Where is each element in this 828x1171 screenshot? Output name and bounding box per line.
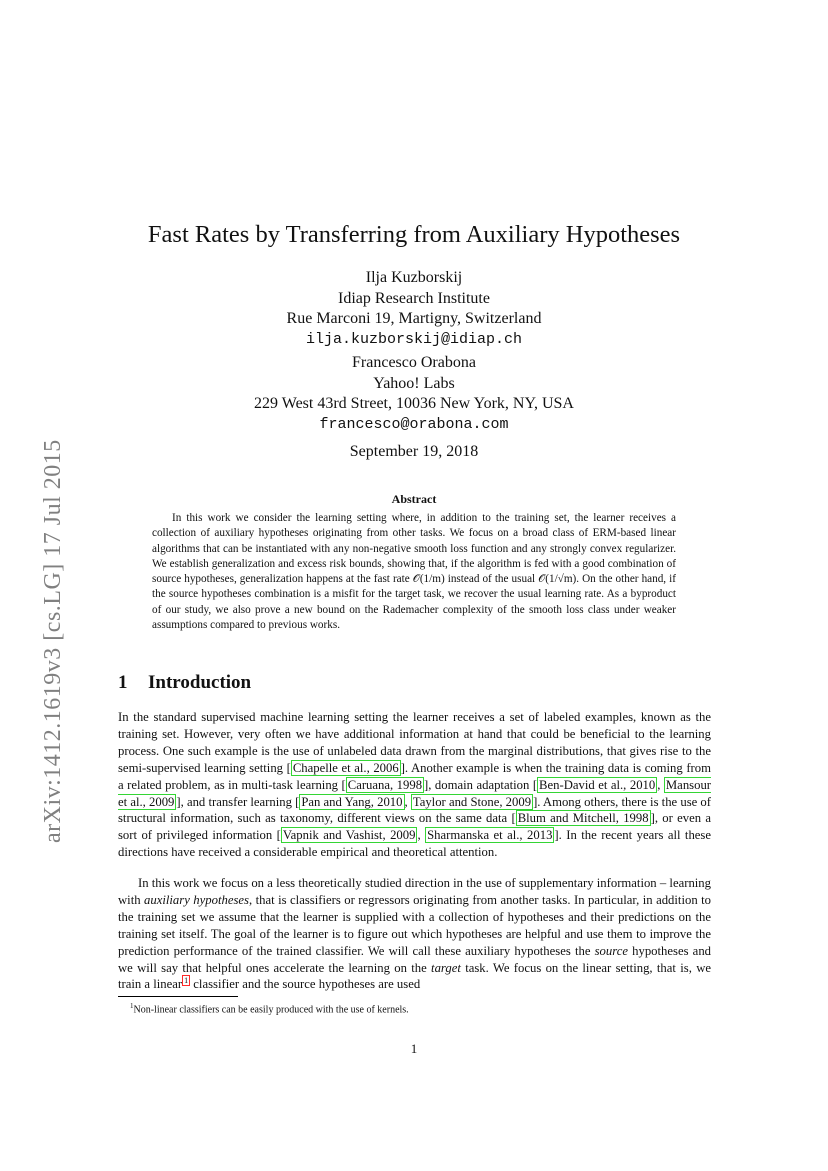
citation-link[interactable]: Vapnik and Vashist, 2009	[282, 828, 416, 843]
citation-link[interactable]: Taylor and Stone, 2009	[412, 794, 532, 809]
page-number: 1	[410, 1041, 418, 1056]
citation-link[interactable]: Ben-David et al., 2010	[539, 777, 656, 792]
text-run: ], or even a sort of privileged information [	[118, 811, 711, 843]
footnote	[130, 1002, 409, 1015]
abstract-text: In this work we consider the learning setting where, in addition to the training set, the learner receives a collection of auxiliary hypotheses originating from other tasks. We focus on a broad class of ERM-based linear algorithms that can be instantiated with any non-negative smooth loss function and any strongly convex regularizer. We establish generalization and excess risk bounds, showing that, if the algorithm is fed with a good combination of source hypotheses, generalization happens at the fast rate 𝒪(1/m) instead of the usual 𝒪(1/√m). On the other hand, if the source hypotheses combination is a misfit for the target task, we recover the usual learning rate. As a byproduct of our study, we also prove a new bound on the Rademacher complexity of the smooth loss class under weaker assumptions compared to previous works.	[152, 512, 676, 632]
emphasis-text: auxiliary hypotheses	[144, 892, 249, 907]
author-block-1	[0, 268, 828, 350]
emphasis-text: target	[431, 960, 461, 975]
author-name: Ilja Kuzborskij	[365, 269, 463, 286]
author-address: 229 West 43rd Street, 10036 New York, NY, USA	[254, 395, 574, 412]
text-run: ], domain adaptation [	[424, 777, 538, 792]
footnote-mark: 1	[130, 1002, 134, 1010]
footnote-text: Non-linear classifiers can be easily produced with the use of kernels.	[133, 1004, 409, 1016]
author-affiliation: Idiap Research Institute	[338, 289, 490, 307]
text-run: ,	[417, 828, 426, 843]
citation-link[interactable]: Caruana, 1998	[347, 777, 423, 792]
arxiv-stamp: arXiv:1412.1619v3 [cs.LG] 17 Jul 2015	[40, 439, 66, 843]
citation-link[interactable]: Pan and Yang, 2010	[301, 794, 403, 809]
text-run: ,	[657, 777, 664, 792]
footnote-divider	[118, 996, 238, 997]
section-heading	[118, 672, 251, 694]
text-run: In this work we focus on a less theoretically studied direction in the use of supplementary information – learning with	[118, 876, 711, 907]
author-address: Rue Marconi 19, Martigny, Switzerland	[286, 310, 542, 327]
abstract-heading: Abstract	[391, 492, 437, 506]
citation-link[interactable]: Sharmanska et al., 2013	[427, 828, 553, 843]
text-run: ]. In the recent years all these directions have received a considerable empirical and theoretical attention.	[118, 828, 712, 860]
text-run: ]. Among others, there is the use of structural information, such as taxonomy, different views on the same data [	[118, 794, 712, 826]
citation-link[interactable]: Chapelle et al., 2006	[292, 760, 399, 775]
author-name: Francesco Orabona	[352, 354, 476, 371]
intro-paragraph-2	[118, 875, 711, 993]
emphasis-text: source	[594, 943, 628, 958]
text-run: ,	[404, 794, 411, 809]
text-run: ]. Another example is when the training data is coming from a related problem, as in multi-task learning [	[118, 760, 711, 792]
author-email: ilja.kuzborskij@idiap.ch	[305, 330, 523, 348]
citation-link[interactable]: Mansour et al., 2009	[118, 777, 712, 809]
text-run: , that is classifiers or regressors originating from another tasks. In particular, in addition to the training set we assume that the learner is supplied with a collection of hypotheses and their predictions on the training set itself. The goal of the learner is to figure out which hypotheses are helpful and use them to improve the prediction performance of the trained classifier. We will call these auxiliary hypotheses the	[118, 892, 712, 958]
text-run: task. We focus on the linear setting, that is, we train a linear	[118, 960, 711, 992]
author-block-2	[0, 353, 828, 435]
section-number: 1	[118, 672, 128, 693]
text-run: classifier and the source hypotheses are used	[190, 977, 421, 992]
paper-title: Fast Rates by Transferring from Auxiliary Hypotheses	[147, 221, 681, 248]
text-run: ], and transfer learning [	[176, 794, 300, 809]
author-email: francesco@orabona.com	[319, 415, 509, 433]
text-run: In the standard supervised machine learning setting the learner receives a set of labeled examples, known as the training set. However, very often we have additional information at hand that could be beneficial to the learning process. One such example is the use of unlabeled data drawn from the marginal distributions, that gives rise to the semi-supervised learning setting [	[118, 710, 711, 775]
section-title: Introduction	[148, 672, 252, 693]
paper-date: September 19, 2018	[349, 443, 479, 460]
citation-link[interactable]: Blum and Mitchell, 1998	[517, 811, 649, 826]
text-run: hypotheses and we will say that helpful ones accelerate the learning on the	[118, 943, 712, 975]
intro-paragraph-1	[118, 709, 711, 861]
author-affiliation: Yahoo! Labs	[373, 374, 455, 392]
footnote-link[interactable]: 1	[184, 976, 189, 986]
